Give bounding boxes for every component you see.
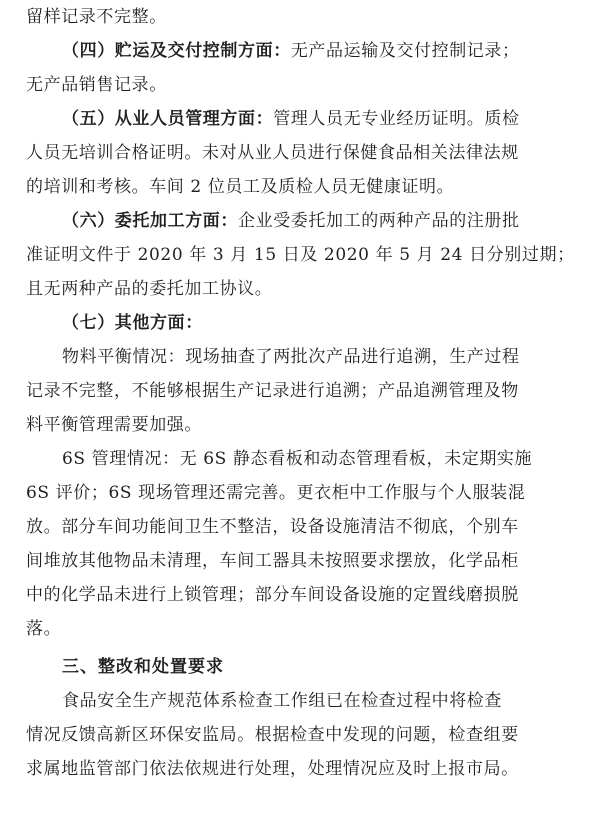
text-line <box>26 374 584 408</box>
paragraph-text: 求属地监管部门依法依规进行处理，处理情况应及时上报市局。 <box>26 759 519 779</box>
section-heading-text: 三、整改和处置要求 <box>62 657 224 677</box>
subsection-heading: （六）委托加工方面： <box>62 211 238 231</box>
paragraph-text: 食品安全生产规范体系检查工作组已在检查过程中将检查 <box>62 691 502 711</box>
text-line <box>26 544 584 578</box>
text-line <box>26 340 584 374</box>
paragraph-text: 管理人员无专业经历证明。质检 <box>273 109 520 129</box>
text-line <box>26 612 584 646</box>
subsection-heading: （四）贮运及交付控制方面： <box>62 41 291 61</box>
subsection-heading: （五）从业人员管理方面： <box>62 109 274 129</box>
text-line <box>26 578 584 612</box>
paragraph-text: 记录不完整，不能够根据生产记录进行追溯；产品追溯管理及物 <box>26 381 519 401</box>
text-line <box>26 204 584 238</box>
text-line <box>26 238 584 272</box>
text-line <box>26 306 584 340</box>
paragraph-text: 料平衡管理需要加强。 <box>26 415 202 435</box>
text-line <box>26 442 584 476</box>
paragraph-text: 人员无培训合格证明。未对从业人员进行保健食品相关法律法规 <box>26 143 519 163</box>
text-line <box>26 752 584 786</box>
text-line <box>26 718 584 752</box>
text-line <box>26 136 584 170</box>
text-line <box>26 68 584 102</box>
text-line <box>26 684 584 718</box>
paragraph-text: 物料平衡情况：现场抽查了两批次产品进行追溯，生产过程 <box>62 347 520 367</box>
paragraph-text: 无产品销售记录。 <box>26 75 167 95</box>
paragraph-text: 的培训和考核。车间 2 位员工及质检人员无健康证明。 <box>26 177 455 197</box>
paragraph-text: 留样记录不完整。 <box>26 7 167 27</box>
paragraph-text: 间堆放其他物品未清理，车间工器具未按照要求摆放，化学品柜 <box>26 551 519 571</box>
text-line <box>26 408 584 442</box>
text-line <box>26 0 584 34</box>
paragraph-text: 企业受委托加工的两种产品的注册批 <box>238 211 520 231</box>
paragraph-text: 6S 管理情况：无 6S 静态看板和动态管理看板，未定期实施 <box>62 449 533 469</box>
text-line <box>26 102 584 136</box>
paragraph-text: 落。 <box>26 619 62 639</box>
paragraph-text: 无产品运输及交付控制记录； <box>290 41 520 61</box>
text-line <box>26 34 584 68</box>
text-line <box>26 476 584 510</box>
paragraph-text: 6S 评价；6S 现场管理还需完善。更衣柜中工作服与个人服装混 <box>26 483 526 503</box>
paragraph-text: 准证明文件于 2020 年 3 月 15 日及 2020 年 5 月 24 日分别过期； <box>26 245 575 265</box>
subsection-heading: （七）其他方面： <box>62 313 203 333</box>
text-line <box>26 510 584 544</box>
paragraph-text: 中的化学品未进行上锁管理；部分车间设备设施的定置线磨损脱 <box>26 585 519 605</box>
text-line <box>26 170 584 204</box>
paragraph-text: 放。部分车间功能间卫生不整洁，设备设施清洁不彻底，个别车 <box>26 517 519 537</box>
paragraph-text: 且无两种产品的委托加工协议。 <box>26 279 273 299</box>
section-heading <box>26 650 584 684</box>
paragraph-text: 情况反馈高新区环保安监局。根据检查中发现的问题，检查组要 <box>26 725 519 745</box>
text-line <box>26 272 584 306</box>
